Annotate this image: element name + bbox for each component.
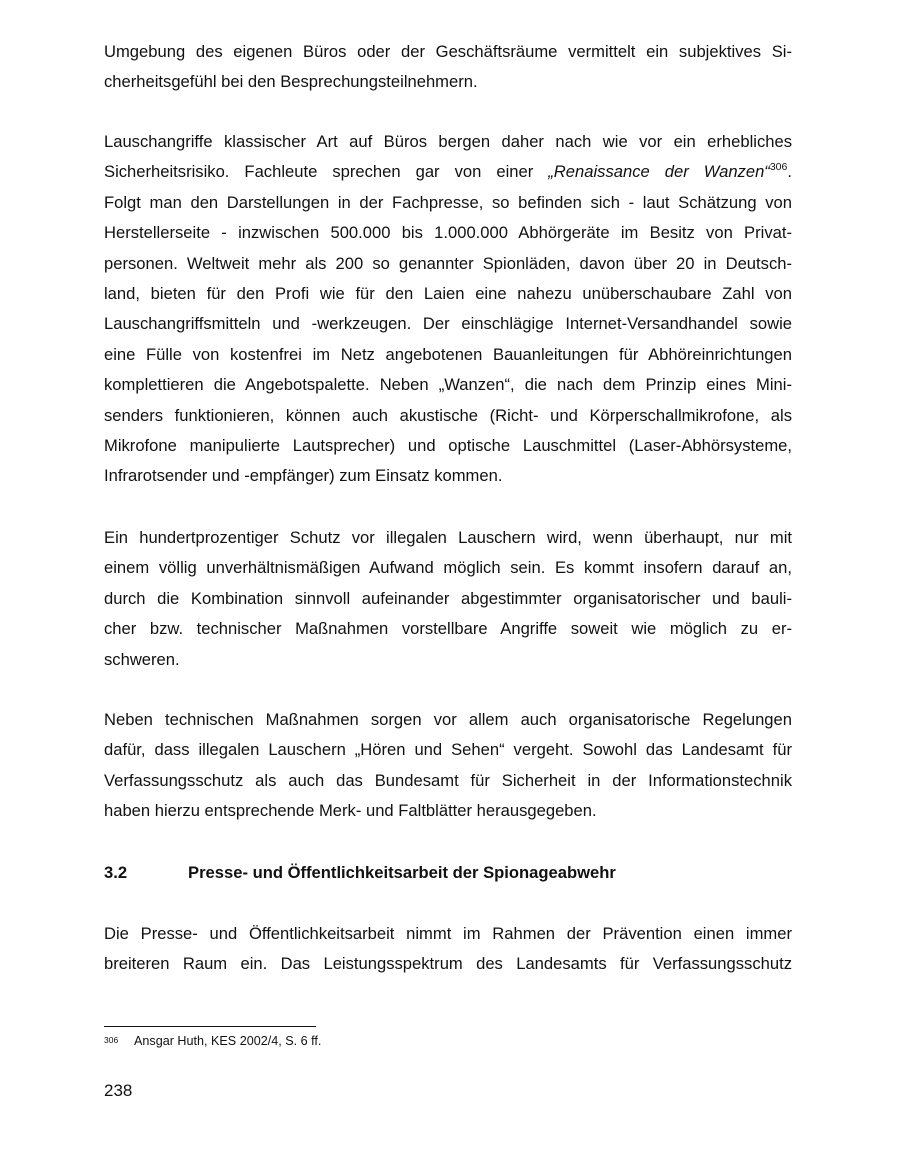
- text-line: haben hierzu entsprechende Merk- und Faltblätter herausgegeben.: [104, 801, 597, 821]
- quoted-phrase: „Renaissance der Wanzen“: [548, 162, 770, 182]
- text-line: Lauschangriffe klassischer Art auf Büros bergen daher nach wie vor ein erhebliches: [104, 132, 792, 151]
- section-title: Presse- und Öffentlichkeitsarbeit der Spionageabwehr: [188, 863, 616, 882]
- paragraph-4: [104, 705, 792, 827]
- text-line: Ein hundertprozentiger Schutz vor illegalen Lauschern wird, wenn überhaupt, nur mit: [104, 528, 792, 547]
- text-line: cherheitsgefühl bei den Besprechungsteilnehmern.: [104, 72, 478, 92]
- text-fragment: .: [787, 162, 792, 182]
- text-line: durch die Kombination sinnvoll aufeinander abgestimmter organisatorischer und bauli-: [104, 588, 792, 608]
- text-line: personen. Weltweit mehr als 200 so genannter Spionläden, davon über 20 in Deutsch-: [104, 253, 792, 273]
- page-number: 238: [104, 1081, 133, 1100]
- paragraph-2: [104, 127, 792, 492]
- paragraph-1: [104, 37, 792, 98]
- text-line: cher bzw. technischer Maßnahmen vorstellbare Angriffe soweit wie möglich zu er-: [104, 619, 792, 639]
- paragraph-5: [104, 919, 792, 980]
- text-line: breiteren Raum ein. Das Leistungsspektrum des Landesamts für Verfassungsschutz: [104, 954, 792, 974]
- text-line: Herstellerseite - inzwischen 500.000 bis 1.000.000 Abhörgeräte im Besitz von Privat-: [104, 223, 792, 243]
- text-line: Umgebung des eigenen Büros oder der Geschäftsräume vermittelt ein subjektives Si-: [104, 42, 792, 61]
- text-line: komplettieren die Angebotspalette. Neben „Wanzen“, die nach dem Prinzip eines Mini-: [104, 375, 792, 395]
- text-line: Verfassungsschutz als auch das Bundesamt für Sicherheit in der Informationstechnik: [104, 770, 792, 790]
- text-line: eine Fülle von kostenfrei im Netz angebotenen Bauanleitungen für Abhöreinrichtungen: [104, 344, 792, 364]
- paragraph-3: [104, 523, 792, 675]
- text-line: einem völlig unverhältnismäßigen Aufwand möglich sein. Es kommt insofern darauf an,: [104, 558, 792, 578]
- text-line: senders funktionieren, können auch akustische (Richt- und Körperschallmikrofone, als: [104, 405, 792, 425]
- footnote-reference[interactable]: 306: [769, 161, 788, 174]
- section-number: 3.2: [104, 863, 128, 882]
- footnote-separator: [104, 1026, 316, 1027]
- footnote-number: 306: [104, 1035, 119, 1045]
- text-line-with-footnote: [104, 157, 792, 187]
- text-line: dafür, dass illegalen Lauschern „Hören und Sehen“ vergeht. Sowohl das Landesamt für: [104, 740, 792, 760]
- text-line: Infrarotsender und -empfänger) zum Einsatz kommen.: [104, 466, 503, 486]
- text-line: Lauschangriffsmitteln und -werkzeugen. Der einschlägige Internet-Versandhandel sowie: [104, 314, 792, 334]
- text-line: schweren.: [104, 649, 180, 669]
- footnote-text: Ansgar Huth, KES 2002/4, S. 6 ff.: [134, 1034, 322, 1048]
- text-line: Mikrofone manipulierte Lautsprecher) und optische Lauschmittel (Laser-Abhörsysteme,: [104, 435, 792, 455]
- text-line: Die Presse- und Öffentlichkeitsarbeit nimmt im Rahmen der Prävention einen immer: [104, 924, 792, 943]
- text-line: Folgt man den Darstellungen in der Fachpresse, so befinden sich - laut Schätzung von: [104, 192, 792, 212]
- text-fragment: Sicherheitsrisiko. Fachleute sprechen gar von einer: [104, 162, 549, 182]
- text-line: land, bieten für den Profi wie für den Laien eine nahezu unüberschaubare Zahl von: [104, 283, 792, 303]
- text-line: Neben technischen Maßnahmen sorgen vor allem auch organisatorische Regelungen: [104, 710, 792, 729]
